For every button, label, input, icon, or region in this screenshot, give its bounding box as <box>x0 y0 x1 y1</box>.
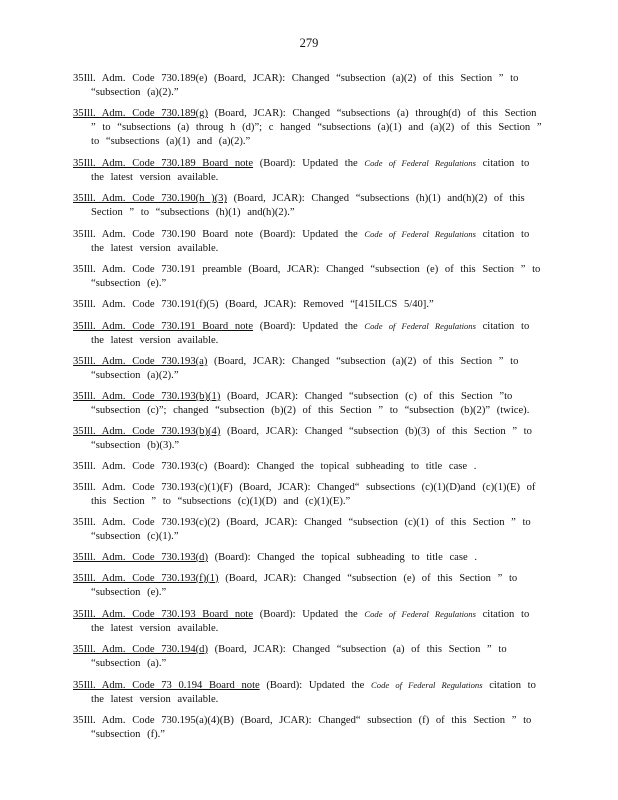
cfr-title: Code of Federal Regulations <box>364 608 476 619</box>
change-description: (Board): Updated the <box>253 321 365 332</box>
change-description: (Board, JCAR): Changed “subsection (e) of this Section ” to “subsection (e).” <box>91 572 518 598</box>
citation: 35Ill. Adm. Code 730.189(g) <box>73 108 208 119</box>
change-description: (Board, JCAR): Changed “subsections (h)(1) and(h)(2) of this Section ” to “subsections (h)(1) and(h)(2).” <box>91 193 525 219</box>
amendment-entry <box>73 355 543 383</box>
change-description: (Board, JCAR): Removed “[415ILCS 5/40].” <box>218 299 434 311</box>
citation: 35Ill. Adm. Code 730.193(c)(2) <box>73 516 220 528</box>
change-description: (Board, JCAR): Changed“ subsections (c)(1)(D)and (c)(1)(E) of this Section ” to “subsections (c)(1)(D) and (c)(1)(E).” <box>91 481 536 507</box>
change-description-end: citation to the latest version available. <box>91 229 530 255</box>
citation: 35Ill. Adm. Code 730.193(b)(1) <box>73 391 221 402</box>
amendment-entry <box>73 107 543 150</box>
cfr-title: Code of Federal Regulations <box>364 158 476 169</box>
citation: 35Ill. Adm. Code 730.193(b)(4) <box>73 426 221 437</box>
citation: 35Ill. Adm. Code 730.193(c) <box>73 461 208 472</box>
amendment-entry <box>73 643 543 671</box>
change-description: (Board, JCAR): Changed “subsection (c)(1) of this Section ” to “subsection (c)(1).” <box>91 516 531 542</box>
amendment-entry <box>73 460 543 474</box>
cfr-title: Code of Federal Regulations <box>364 229 476 240</box>
change-description: (Board, JCAR): Changed “subsection (a) of this Section ” to “subsection (a).” <box>91 643 507 669</box>
change-description-end: citation to the latest version available. <box>91 321 530 347</box>
citation: 35Ill. Adm. Code 730.193(a) <box>73 356 208 367</box>
change-description-end: citation to the latest version available. <box>91 608 530 634</box>
amendment-entry <box>73 263 543 291</box>
citation: 35Ill. Adm. Code 730.195(a)(4)(B) <box>73 714 234 726</box>
cfr-title: Code of Federal Regulations <box>364 321 476 331</box>
change-description: (Board, JCAR): Changed “subsection (c) of this Section ”to “subsection (c)”; changed “subsection (b)(2) of this Section ” to “subsection (b)(2)” (twice). <box>91 391 530 417</box>
cfr-title: Code of Federal Regulations <box>371 679 483 690</box>
citation: 35Ill. Adm. Code 730.193(c)(1)(F) <box>73 481 233 493</box>
change-description: (Board, JCAR): Changed “subsections (a) through(d) of this Section ” to “subsections (a) throug h (d)”; c hanged “subsections (a)(1) and (a)(2) of this Section ” to “subsections (a)(1) and (a)(2).” <box>91 108 542 148</box>
amendment-list <box>73 72 543 749</box>
change-description: (Board): Updated the <box>259 679 372 691</box>
citation: 35Ill. Adm. Code 730.191 Board note <box>73 321 254 332</box>
change-description: (Board, JCAR): Changed“ subsection (f) of this Section ” to “subsection (f).” <box>91 714 532 740</box>
amendment-entry <box>73 678 543 707</box>
amendment-entry <box>73 551 543 565</box>
citation: 35Ill. Adm. Code 730.190 Board note <box>73 229 254 241</box>
amendment-entry <box>73 481 543 509</box>
citation: 35Ill. Adm. Code 730.191(f)(5) <box>73 299 219 311</box>
citation: 35Ill. Adm. Code 730.189 Board note <box>73 158 254 170</box>
change-description: (Board, JCAR): Changed “subsection (b)(3) of this Section ” to “subsection (b)(3).” <box>91 426 532 452</box>
citation: 35Ill. Adm. Code 730.193 Board note <box>73 608 254 620</box>
change-description: (Board): Updated the <box>253 608 365 620</box>
amendment-entry <box>73 425 543 453</box>
change-description: (Board, JCAR): Changed “subsection (e) of this Section ” to “subsection (e).” <box>91 264 541 290</box>
change-description: (Board): Updated the <box>253 229 365 241</box>
page-number: 279 <box>299 36 319 50</box>
citation: 35Ill. Adm. Code 730.193(d) <box>73 551 208 563</box>
change-description: (Board): Changed the topical subheading to title case . <box>207 461 477 472</box>
amendment-entry <box>73 298 543 312</box>
citation: 35Ill. Adm. Code 730.194(d) <box>73 643 208 655</box>
change-description: (Board): Changed the topical subheading to title case . <box>208 551 477 563</box>
change-description-end: citation to the latest version available. <box>91 158 530 184</box>
change-description: (Board): Updated the <box>253 158 365 170</box>
citation: 35Ill. Adm. Code 730.189(e) <box>73 73 208 84</box>
change-description: (Board, JCAR): Changed “subsection (a)(2) of this Section ” to “subsection (a)(2).” <box>91 356 519 382</box>
amendment-entry <box>73 516 543 544</box>
amendment-entry <box>73 192 543 220</box>
amendment-entry <box>73 390 543 418</box>
change-description-end: citation to the latest version available. <box>91 679 536 705</box>
amendment-entry <box>73 156 543 185</box>
change-description: (Board, JCAR): Changed “subsection (a)(2) of this Section ” to “subsection (a)(2).” <box>91 73 519 99</box>
amendment-entry <box>73 72 543 100</box>
amendment-entry <box>73 714 543 742</box>
citation: 35Ill. Adm. Code 730.190(h )(3) <box>73 193 227 205</box>
citation: 35Ill. Adm. Code 730.191 preamble <box>73 264 242 276</box>
amendment-entry <box>73 607 543 636</box>
amendment-entry <box>73 319 543 348</box>
amendment-entry <box>73 227 543 256</box>
amendment-entry <box>73 572 543 600</box>
citation: 35Ill. Adm. Code 730.193(f)(1) <box>73 572 219 584</box>
citation: 35Ill. Adm. Code 73 0.194 Board note <box>73 679 260 691</box>
